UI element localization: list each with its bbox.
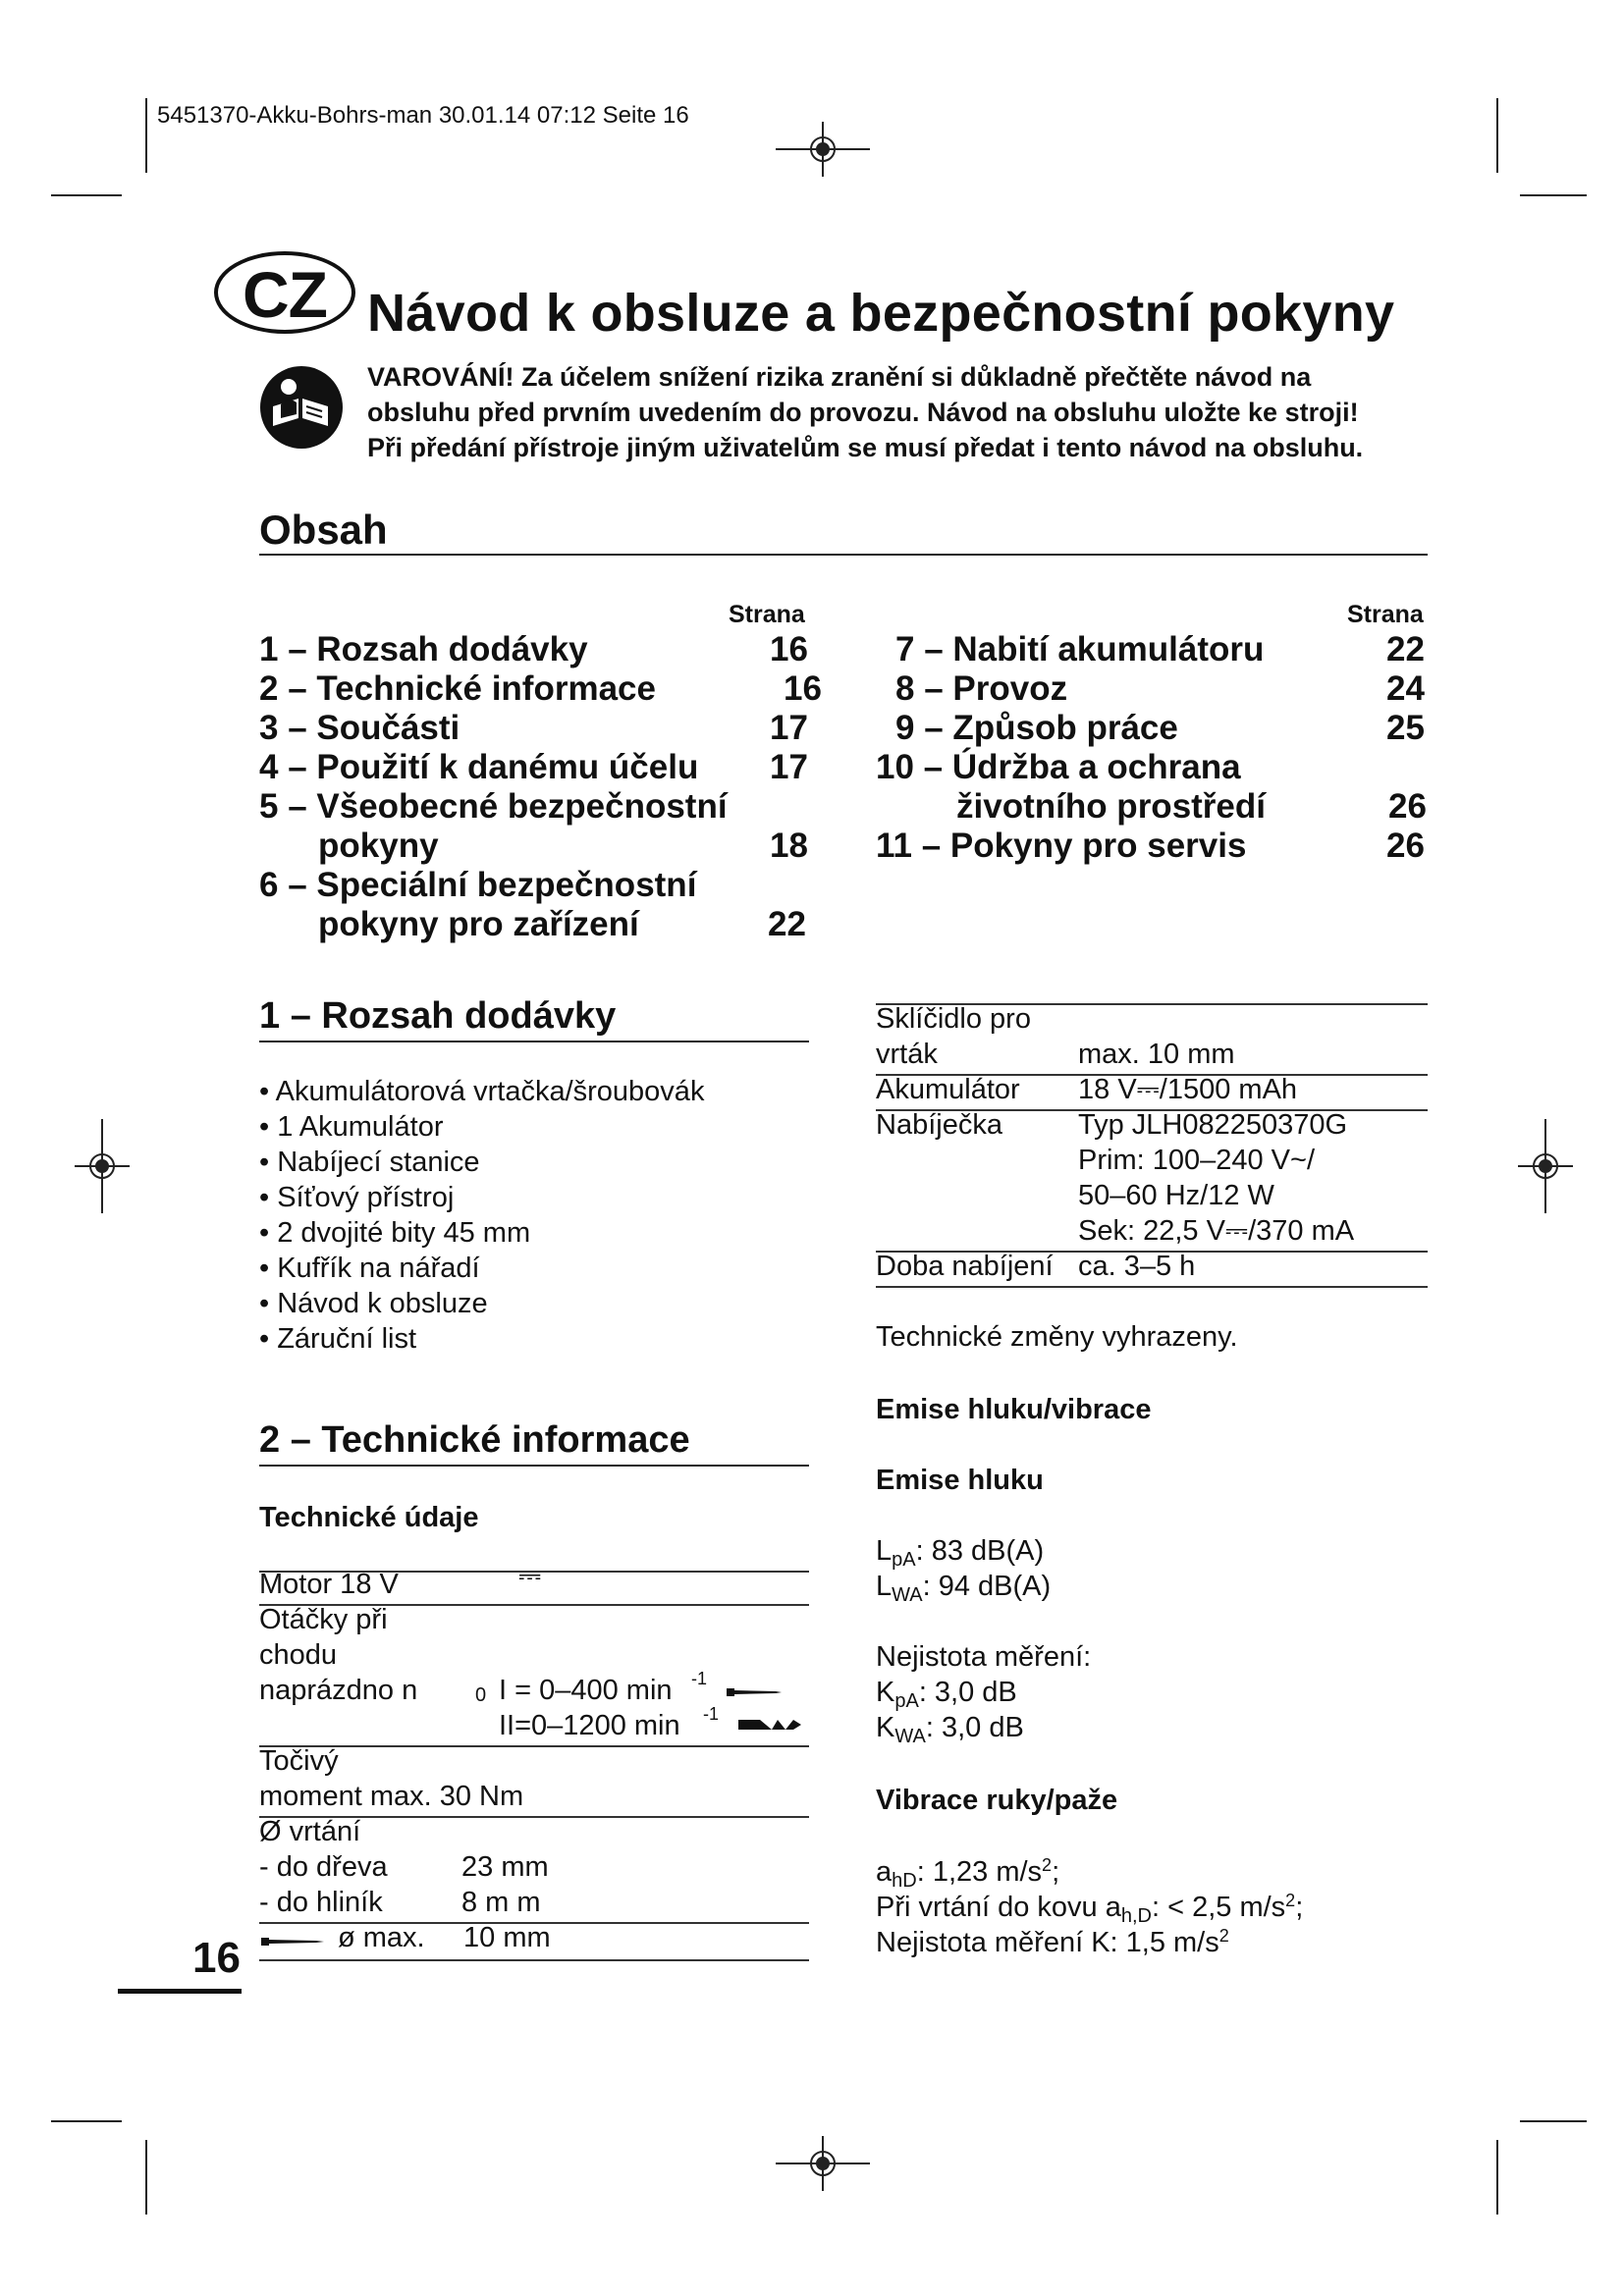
list-item: • Záruční list — [259, 1323, 417, 1355]
drill-bit-icon — [738, 1718, 801, 1732]
toc-item-page: 22 — [768, 905, 806, 943]
registration-mark-icon — [75, 1119, 130, 1213]
toc-item-label[interactable]: 2 – Technické informace — [259, 669, 656, 708]
spec-label: Ø vrtání — [259, 1816, 361, 1847]
toc-item-label[interactable]: 1 – Rozsah dodávky — [259, 630, 588, 668]
spec-label: Akumulátor — [876, 1074, 1020, 1105]
toc-item-label[interactable]: 11 – Pokyny pro servis — [876, 827, 1247, 865]
crop-mark — [1520, 194, 1587, 196]
toc-item-label[interactable]: životního prostředí — [956, 787, 1266, 826]
spec-value: 10 mm — [463, 1922, 551, 1953]
list-item: • Síťový přístroj — [259, 1182, 455, 1213]
toc-item-label[interactable]: 10 – Údržba a ochrana — [876, 748, 1241, 786]
spec-label: Nabíječka — [876, 1109, 1002, 1141]
section-heading: 1 – Rozsah dodávky — [259, 995, 617, 1037]
list-item: • Akumulátorová vrtačka/šroubovák — [259, 1076, 705, 1107]
toc-item-page: 16 — [784, 669, 822, 708]
spec-value: 23 mm — [461, 1851, 549, 1883]
spec-value: 18 V⎓/1500 mAh — [1078, 1074, 1298, 1105]
page-title: Návod k obsluze a bezpečnostní pokyny — [367, 284, 1395, 343]
warning-text — [367, 359, 1437, 465]
toc-item-label[interactable]: 9 – Způsob práce — [895, 709, 1178, 747]
vibration-ahd: $a_{hD}$: 1,23 $m/s^2$; — [876, 1855, 1060, 1892]
noise-value-lwa: $L_{WA}$: 94 dB(A) — [876, 1571, 1052, 1606]
toc-item-page: 18 — [770, 827, 808, 865]
registration-mark-icon — [776, 2136, 870, 2191]
list-item: • Návod k obsluze — [259, 1288, 488, 1319]
registration-mark-icon — [1518, 1119, 1573, 1213]
toc-item-label[interactable]: pokyny — [318, 827, 439, 865]
list-item: • 2 dvojité bity 45 mm — [259, 1217, 531, 1249]
divider — [259, 1465, 809, 1467]
spec-value: Sek: 22,5 V⎓/370 mA — [1078, 1215, 1355, 1247]
contents-heading: Obsah — [259, 507, 388, 553]
spec-value: I = 0–400 min — [499, 1675, 673, 1706]
spec-label: naprázdno n — [259, 1675, 418, 1706]
spec-value: max. 10 mm — [1078, 1039, 1235, 1070]
read-manual-icon — [259, 365, 344, 450]
toc-item-page: 17 — [770, 709, 808, 747]
spec-label: ø max. — [338, 1922, 425, 1953]
spec-value: 50–60 Hz/12 W — [1078, 1180, 1274, 1211]
toc-item-page: 17 — [770, 748, 808, 786]
spec-subscript: 0 — [475, 1684, 487, 1706]
spec-label: - do dřeva — [259, 1851, 388, 1883]
spec-value: II=0–1200 min — [499, 1710, 680, 1741]
list-item: • Nabíjecí stanice — [259, 1147, 480, 1178]
file-info-header: 5451370-Akku-Bohrs-man 30.01.14 07:12 Seite 16 — [157, 102, 689, 129]
spec-exponent: -1 — [691, 1669, 708, 1688]
warning-line: Při předání přístroje jiným uživatelům se musí předat i tento návod na obsluhu. — [367, 433, 1364, 462]
toc-item-page: 22 — [1386, 630, 1425, 668]
crop-mark — [51, 194, 122, 196]
country-code: CZ — [243, 258, 327, 331]
crop-mark — [1496, 2140, 1498, 2215]
spec-label: - do hliník — [259, 1887, 383, 1918]
screw-bit-icon — [261, 1936, 324, 1948]
spec-value: Prim: 100–240 V~/ — [1078, 1145, 1316, 1176]
toc-item-page: 16 — [770, 630, 808, 668]
spec-label: vrták — [876, 1039, 938, 1070]
warning-line: obsluhu před prvním uvedením do provozu. Návod na obsluhu uložte ke stroji! — [367, 398, 1359, 427]
dc-symbol: ⎓ — [518, 1561, 542, 1592]
list-item: • Kufřík na nářadí — [259, 1253, 480, 1284]
note-text: Technické změny vyhrazeny. — [876, 1321, 1238, 1353]
spec-label: Motor 18 V — [259, 1569, 399, 1600]
toc-item-page: 25 — [1386, 709, 1425, 747]
spec-value: ca. 3–5 h — [1078, 1251, 1196, 1282]
section-heading: 2 – Technické informace — [259, 1419, 690, 1461]
divider — [259, 554, 1428, 556]
spec-label: Otáčky při — [259, 1604, 388, 1635]
sub-heading: Technické údaje — [259, 1502, 479, 1533]
uncertainty-kpa: $K_{pA}$: 3,0 dB — [876, 1677, 1017, 1712]
crop-mark — [145, 98, 147, 173]
sub-heading: Vibrace ruky/paže — [876, 1785, 1118, 1816]
delivery-list — [259, 1074, 704, 1357]
list-item: • 1 Akumulátor — [259, 1111, 444, 1143]
spec-value: 8 m m — [461, 1887, 541, 1918]
sub-heading: Emise hluku/vibrace — [876, 1394, 1152, 1425]
spec-label: chodu — [259, 1639, 338, 1671]
toc-item-label[interactable]: 4 – Použití k danému účelu — [259, 748, 699, 786]
crop-mark — [1496, 98, 1498, 173]
spec-label: Doba nabíjení — [876, 1251, 1054, 1282]
toc-item-label[interactable]: pokyny pro zařízení — [318, 905, 639, 943]
spec-value: Typ JLH082250370G — [1078, 1109, 1348, 1141]
divider — [259, 1041, 809, 1042]
toc-item-label[interactable]: 6 – Speciální bezpečnostní — [259, 866, 697, 904]
crop-mark — [51, 2120, 122, 2122]
spec-label: Sklíčidlo pro — [876, 1003, 1031, 1035]
table-rule — [876, 1286, 1428, 1288]
sub-heading: Emise hluku — [876, 1465, 1044, 1496]
toc-item-page: 24 — [1386, 669, 1425, 708]
page-column-label: Strana — [1347, 601, 1424, 628]
crop-mark — [145, 2140, 147, 2215]
toc-item-page: 26 — [1388, 787, 1427, 826]
page-number-underline — [118, 1989, 242, 1994]
table-rule — [259, 1745, 809, 1747]
page-column-label: Strana — [729, 601, 805, 628]
crop-mark — [1520, 2120, 1587, 2122]
spec-exponent: -1 — [703, 1704, 720, 1724]
spec-label: moment max. 30 Nm — [259, 1781, 524, 1812]
toc-item-label[interactable]: 7 – Nabití akumulátoru — [895, 630, 1265, 668]
warning-line: VAROVÁNÍ! Za účelem snížení rizika zranění si důkladně přečtěte návod na — [367, 362, 1312, 392]
uncertainty-kwa: $K_{WA}$: 3,0 dB — [876, 1712, 1024, 1747]
toc-item-label[interactable]: 8 – Provoz — [895, 669, 1068, 708]
page-number: 16 — [192, 1934, 241, 1982]
noise-value-lpa: $L_{pA}$: 83 dB(A) — [876, 1535, 1045, 1571]
table-rule — [259, 1959, 809, 1961]
toc-item-label[interactable]: 3 – Součásti — [259, 709, 460, 747]
registration-mark-icon — [776, 122, 870, 177]
spec-label: Točivý — [259, 1745, 339, 1777]
toc-item-label[interactable]: 5 – Všeobecné bezpečnostní — [259, 787, 728, 826]
vibration-uncertainty: Nejistota měření K: 1,5 $m/s^2$ — [876, 1926, 1229, 1958]
country-badge — [214, 251, 355, 334]
vibration-metal: Při vrtání do kovu $a_{h,D}$: < 2,5 $m/s^2$; — [876, 1891, 1304, 1927]
toc-item-page: 26 — [1386, 827, 1425, 865]
uncertainty-label: Nejistota měření: — [876, 1641, 1092, 1673]
screw-bit-icon — [727, 1686, 782, 1698]
